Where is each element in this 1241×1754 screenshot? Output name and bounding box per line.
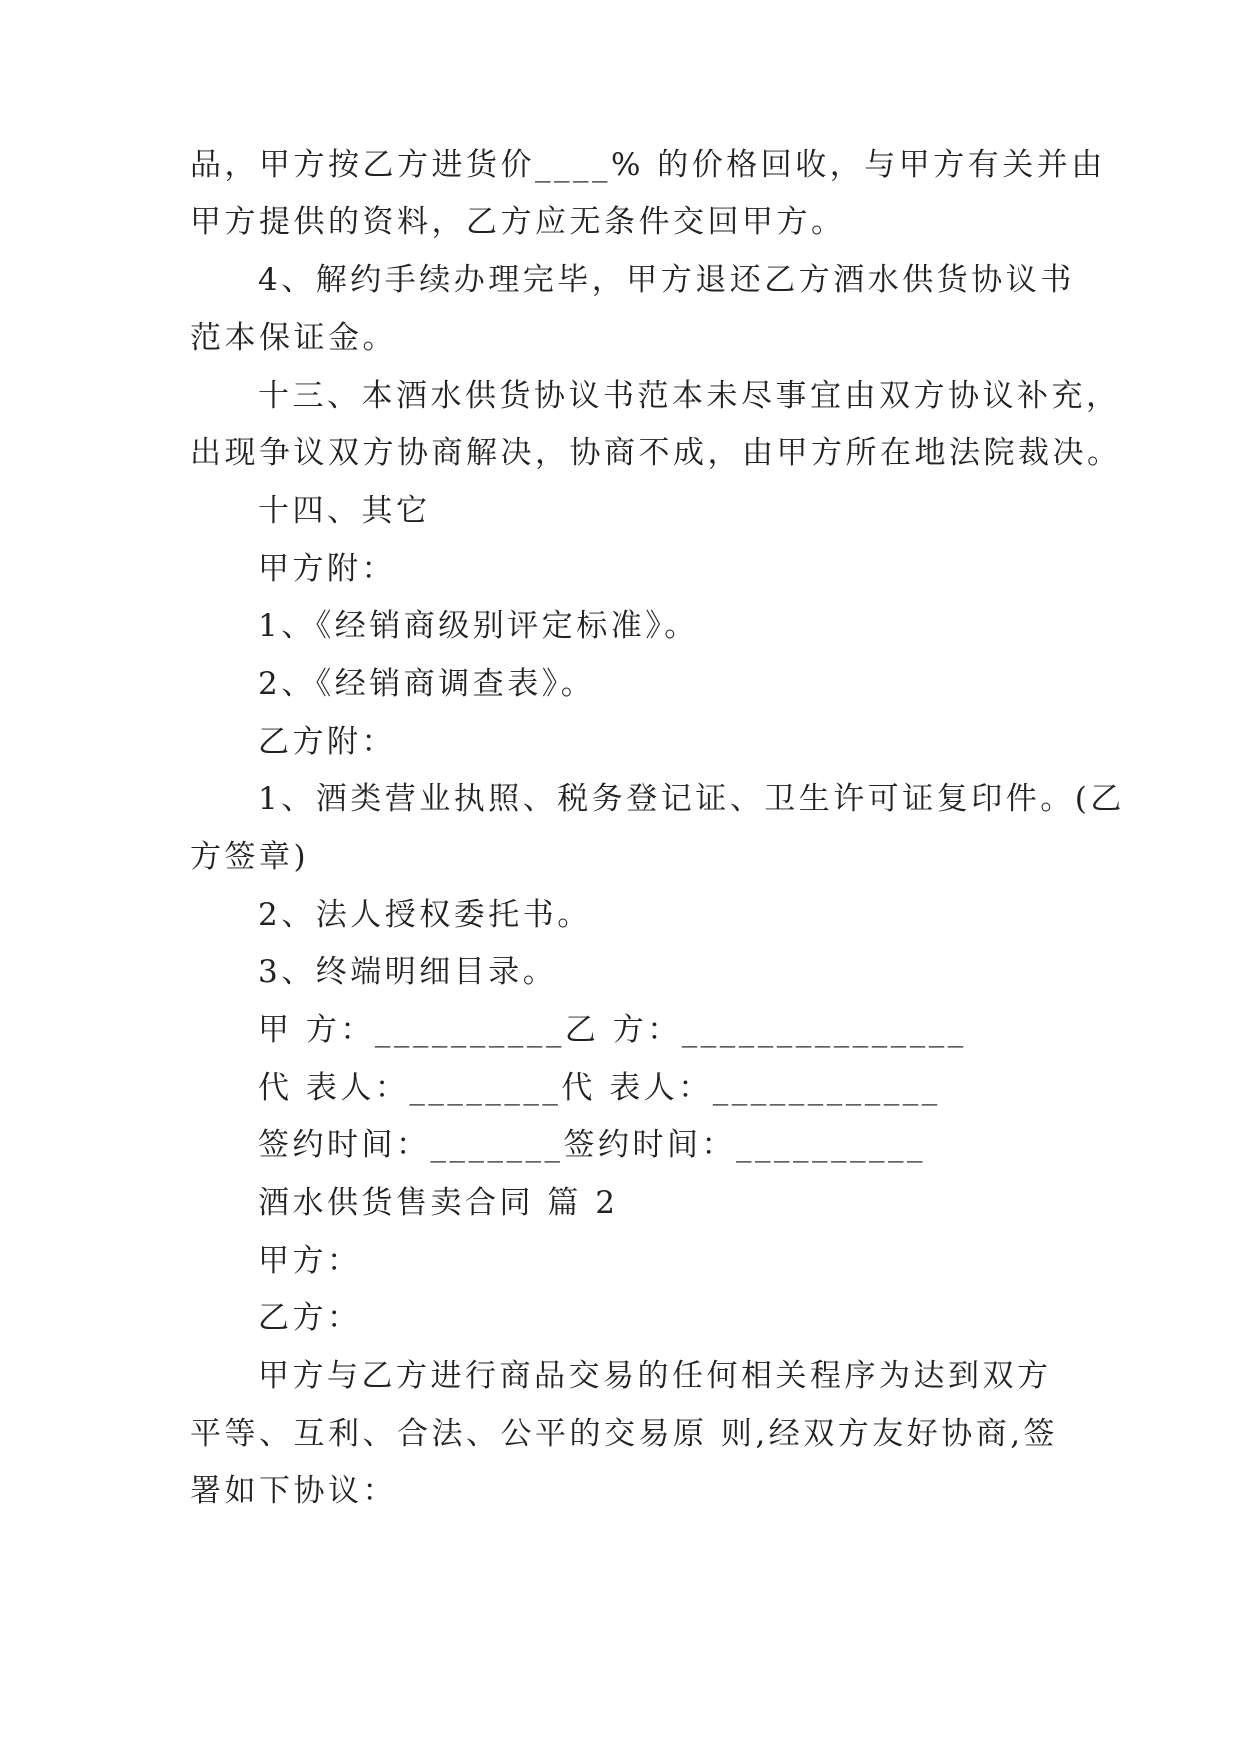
paragraph-line: 十三、本酒水供货协议书范本未尽事宜由双方协议补充， bbox=[258, 378, 1121, 414]
paragraph-line: 署如下协议： bbox=[190, 1473, 397, 1509]
signature-row-representative bbox=[258, 1068, 1128, 1108]
list-item: 2、法人授权委托书。 bbox=[258, 897, 592, 933]
list-item: 1、《经销商级别评定标准》。 bbox=[258, 608, 699, 644]
party-a-field: 甲 方：__________ bbox=[258, 1012, 565, 1048]
paragraph-line: 甲方与乙方进行商品交易的任何相关程序为达到双方 bbox=[258, 1358, 1052, 1394]
date-a-field: 签约时间：_______ bbox=[258, 1127, 564, 1163]
signature-row-date bbox=[258, 1125, 1128, 1165]
section-heading: 十四、其它 bbox=[258, 493, 431, 529]
appendix-label: 乙方附： bbox=[258, 724, 396, 760]
appendix-label: 甲方附： bbox=[258, 551, 396, 587]
paragraph-line: 品，甲方按乙方进货价____% 的价格回收，与甲方有关并由 bbox=[190, 147, 1106, 183]
paragraph-line: 4、解约手续办理完毕，甲方退还乙方酒水供货协议书 bbox=[258, 262, 1075, 298]
signature-row-party bbox=[258, 1010, 1128, 1050]
rep-b-field: 代 表人：____________ bbox=[561, 1070, 941, 1106]
date-b-field: 签约时间：__________ bbox=[563, 1127, 926, 1163]
list-item: 2、《经销商调查表》。 bbox=[258, 666, 596, 702]
paragraph-line: 出现争议双方协商解决，协商不成，由甲方所在地法院裁决。 bbox=[190, 435, 1122, 471]
party-b-field: 乙 方：_______________ bbox=[564, 1012, 967, 1048]
paragraph-line: 平等、互利、合法、公平的交易原 则,经双方友好协商,签 bbox=[190, 1416, 1059, 1452]
list-item-continuation: 方签章) bbox=[190, 839, 310, 875]
paragraph-line: 甲方提供的资料，乙方应无条件交回甲方。 bbox=[190, 204, 846, 240]
paragraph-line: 范本保证金。 bbox=[190, 320, 397, 356]
list-item: 1、酒类营业执照、税务登记证、卫生许可证复印件。(乙 bbox=[258, 781, 1125, 817]
party-a-label: 甲方： bbox=[258, 1243, 362, 1279]
party-b-label: 乙方： bbox=[258, 1300, 362, 1336]
rep-a-field: 代 表人：________ bbox=[258, 1070, 562, 1106]
section-title: 酒水供货售卖合同 篇 2 bbox=[258, 1185, 619, 1221]
list-item: 3、终端明细目录。 bbox=[258, 954, 558, 990]
